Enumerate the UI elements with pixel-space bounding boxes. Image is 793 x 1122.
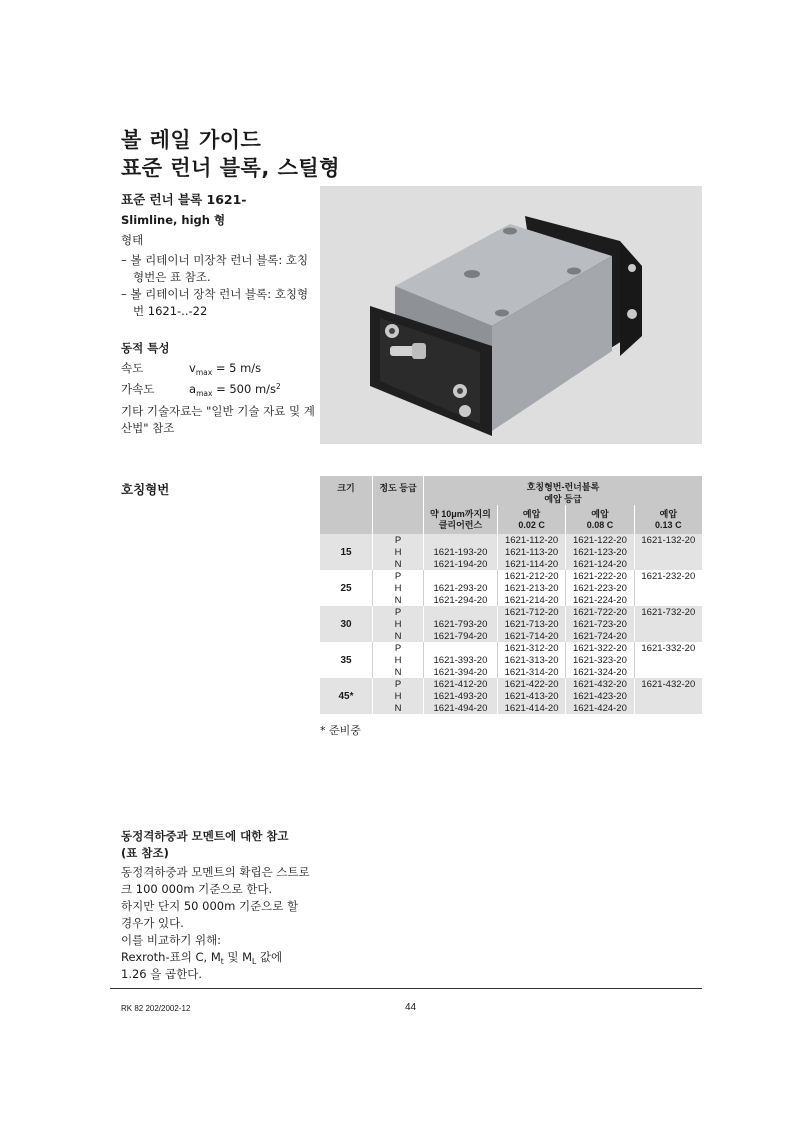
- table-row: [320, 594, 702, 606]
- table-cell: 1621-214-20: [497, 594, 565, 606]
- doc-id: RK 82 202/2002-12: [121, 1004, 191, 1013]
- col-size: 크기: [320, 476, 373, 534]
- table-cell: [634, 594, 702, 606]
- table-cell: P: [373, 534, 424, 546]
- table-cell: 1621-324-20: [566, 666, 634, 678]
- table-cell: [634, 690, 702, 702]
- table-cell: 1621-424-20: [566, 702, 634, 714]
- table-row: [320, 558, 702, 570]
- table-row: [320, 570, 702, 582]
- table-row: [320, 642, 702, 654]
- table-cell: 1621-722-20: [566, 606, 634, 618]
- table-cell: 1621-432-20: [566, 678, 634, 690]
- table-row: [320, 534, 702, 546]
- table-cell: P: [373, 678, 424, 690]
- table-row: [320, 678, 702, 690]
- table-cell: 1621-714-20: [497, 630, 565, 642]
- load-text: 1.26 을 곱한다.: [121, 967, 203, 981]
- table-cell: 1621-423-20: [566, 690, 634, 702]
- table-cell: 1621-112-20: [497, 534, 565, 546]
- table-cell: H: [373, 618, 424, 630]
- table-cell: 1621-713-20: [497, 618, 565, 630]
- table-cell: 1621-313-20: [497, 654, 565, 666]
- table-cell: 1621-794-20: [424, 630, 498, 642]
- table-cell: H: [373, 582, 424, 594]
- table-cell: N: [373, 594, 424, 606]
- product-name: 표준 런너 블록 1621-: [121, 192, 247, 207]
- footer-divider: [110, 988, 702, 989]
- bullet-line: 형번은 표 참조.: [133, 270, 211, 284]
- table-footnote: * 준비중: [320, 724, 361, 737]
- table-cell: 1621-732-20: [634, 606, 702, 618]
- table-cell: 1621-723-20: [566, 618, 634, 630]
- table-cell: 1621-793-20: [424, 618, 498, 630]
- table-cell: H: [373, 690, 424, 702]
- table-cell: [424, 570, 498, 582]
- table-cell: [634, 666, 702, 678]
- table-cell: [634, 702, 702, 714]
- size-cell: 30: [320, 606, 373, 642]
- table-cell: 1621-212-20: [497, 570, 565, 582]
- size-cell: 45*: [320, 678, 373, 714]
- product-photo: [320, 186, 702, 444]
- part-number-table: [320, 476, 702, 714]
- table-cell: 1621-494-20: [424, 702, 498, 714]
- table-cell: N: [373, 558, 424, 570]
- accel-label: 가속도: [121, 382, 155, 396]
- table-cell: [634, 654, 702, 666]
- col-preload-013: 예압 0.13 C: [634, 505, 702, 534]
- table-cell: 1621-712-20: [497, 606, 565, 618]
- table-cell: 1621-412-20: [424, 678, 498, 690]
- part-numbers-heading: 호칭형번: [121, 482, 170, 497]
- table-cell: 1621-194-20: [424, 558, 498, 570]
- table-cell: [424, 642, 498, 654]
- table-cell: [634, 618, 702, 630]
- page-subtitle: 표준 런너 블록, 스틸형: [121, 156, 340, 180]
- col-accuracy: 정도 등급: [373, 476, 424, 534]
- load-text: Rexroth-표의 C, $M_t$ 및 $M_L$ 값에: [121, 950, 283, 966]
- load-heading-sub: (표 참조): [121, 846, 169, 860]
- table-row: [320, 702, 702, 714]
- table-row: [320, 582, 702, 594]
- table-cell: N: [373, 702, 424, 714]
- bullet-line: – 볼 리테이너 장착 런너 블록: 호칭형: [121, 287, 309, 301]
- table-cell: 1621-332-20: [634, 642, 702, 654]
- table-row: [320, 606, 702, 618]
- load-heading: 동정격하중과 모멘트에 대한 참고: [121, 829, 289, 843]
- bullet-line: – 볼 리테이너 미장착 런너 블록: 호칭: [121, 253, 309, 267]
- dynamics-note: 산법" 참조: [121, 421, 175, 435]
- size-cell: 25: [320, 570, 373, 606]
- dynamics-note: 기타 기술자료는 "일반 기술 자료 및 계: [121, 404, 315, 418]
- col-preload-008: 예압 0.08 C: [566, 505, 634, 534]
- col-group: 호칭형번-런너블록: [424, 476, 703, 493]
- table-cell: [424, 606, 498, 618]
- table-cell: 1621-293-20: [424, 582, 498, 594]
- table-cell: 1621-393-20: [424, 654, 498, 666]
- page-title: 볼 레일 가이드: [121, 128, 262, 152]
- table-cell: 1621-493-20: [424, 690, 498, 702]
- table-row: [320, 546, 702, 558]
- form-label: 형태: [121, 233, 144, 247]
- table-cell: 1621-413-20: [497, 690, 565, 702]
- table-cell: 1621-114-20: [497, 558, 565, 570]
- table-cell: 1621-323-20: [566, 654, 634, 666]
- table-cell: 1621-294-20: [424, 594, 498, 606]
- table-cell: P: [373, 606, 424, 618]
- speed-formula: $v_{max} = 5$ m/s: [189, 361, 262, 377]
- table-cell: 1621-224-20: [566, 594, 634, 606]
- table-cell: [634, 582, 702, 594]
- size-cell: 15: [320, 534, 373, 570]
- load-text: 하지만 단지 50 000m 기준으로 할: [121, 899, 299, 913]
- table-cell: 1621-414-20: [497, 702, 565, 714]
- table-cell: 1621-132-20: [634, 534, 702, 546]
- table-cell: 1621-314-20: [497, 666, 565, 678]
- table-row: [320, 690, 702, 702]
- load-text: 동정격하중과 모멘트의 확립은 스트로: [121, 865, 310, 879]
- table-cell: 1621-322-20: [566, 642, 634, 654]
- table-row: [320, 630, 702, 642]
- runner-block-illustration: [320, 186, 702, 444]
- table-cell: 1621-232-20: [634, 570, 702, 582]
- table-cell: 1621-724-20: [566, 630, 634, 642]
- table-cell: P: [373, 570, 424, 582]
- table-cell: 1621-394-20: [424, 666, 498, 678]
- size-cell: 35: [320, 642, 373, 678]
- table-cell: 1621-113-20: [497, 546, 565, 558]
- col-group-sub: 예압 등급: [424, 493, 703, 505]
- col-preload-002: 예압 0.02 C: [497, 505, 565, 534]
- load-text: 이를 비교하기 위해:: [121, 933, 222, 947]
- table-cell: H: [373, 546, 424, 558]
- table-cell: H: [373, 654, 424, 666]
- table-cell: [634, 558, 702, 570]
- table-row: [320, 666, 702, 678]
- table-cell: 1621-312-20: [497, 642, 565, 654]
- load-text: 크 100 000m 기준으로 한다.: [121, 882, 273, 896]
- table-cell: 1621-124-20: [566, 558, 634, 570]
- table-cell: 1621-213-20: [497, 582, 565, 594]
- dynamics-heading: 동적 특성: [121, 341, 170, 355]
- speed-label: 속도: [121, 361, 144, 375]
- load-text: 경우가 있다.: [121, 916, 184, 930]
- col-clearance: 약 10μm까지의 클리어런스: [424, 505, 498, 534]
- table-cell: 1621-432-20: [634, 678, 702, 690]
- table-cell: [634, 546, 702, 558]
- table-cell: 1621-122-20: [566, 534, 634, 546]
- table-cell: 1621-422-20: [497, 678, 565, 690]
- table-cell: 1621-123-20: [566, 546, 634, 558]
- table-cell: [424, 534, 498, 546]
- table-row: [320, 618, 702, 630]
- table-cell: 1621-223-20: [566, 582, 634, 594]
- table-cell: [634, 630, 702, 642]
- product-variant: Slimline, high 형: [121, 213, 226, 227]
- table-cell: N: [373, 666, 424, 678]
- table-cell: P: [373, 642, 424, 654]
- table-row: [320, 654, 702, 666]
- bullet-line: 번 1621-..-22: [133, 304, 208, 318]
- accel-formula: $a_{max} = 500$ $m/s^2$: [189, 382, 281, 398]
- table-cell: 1621-193-20: [424, 546, 498, 558]
- table-cell: N: [373, 630, 424, 642]
- table-cell: 1621-222-20: [566, 570, 634, 582]
- page-number: 44: [405, 1002, 417, 1013]
